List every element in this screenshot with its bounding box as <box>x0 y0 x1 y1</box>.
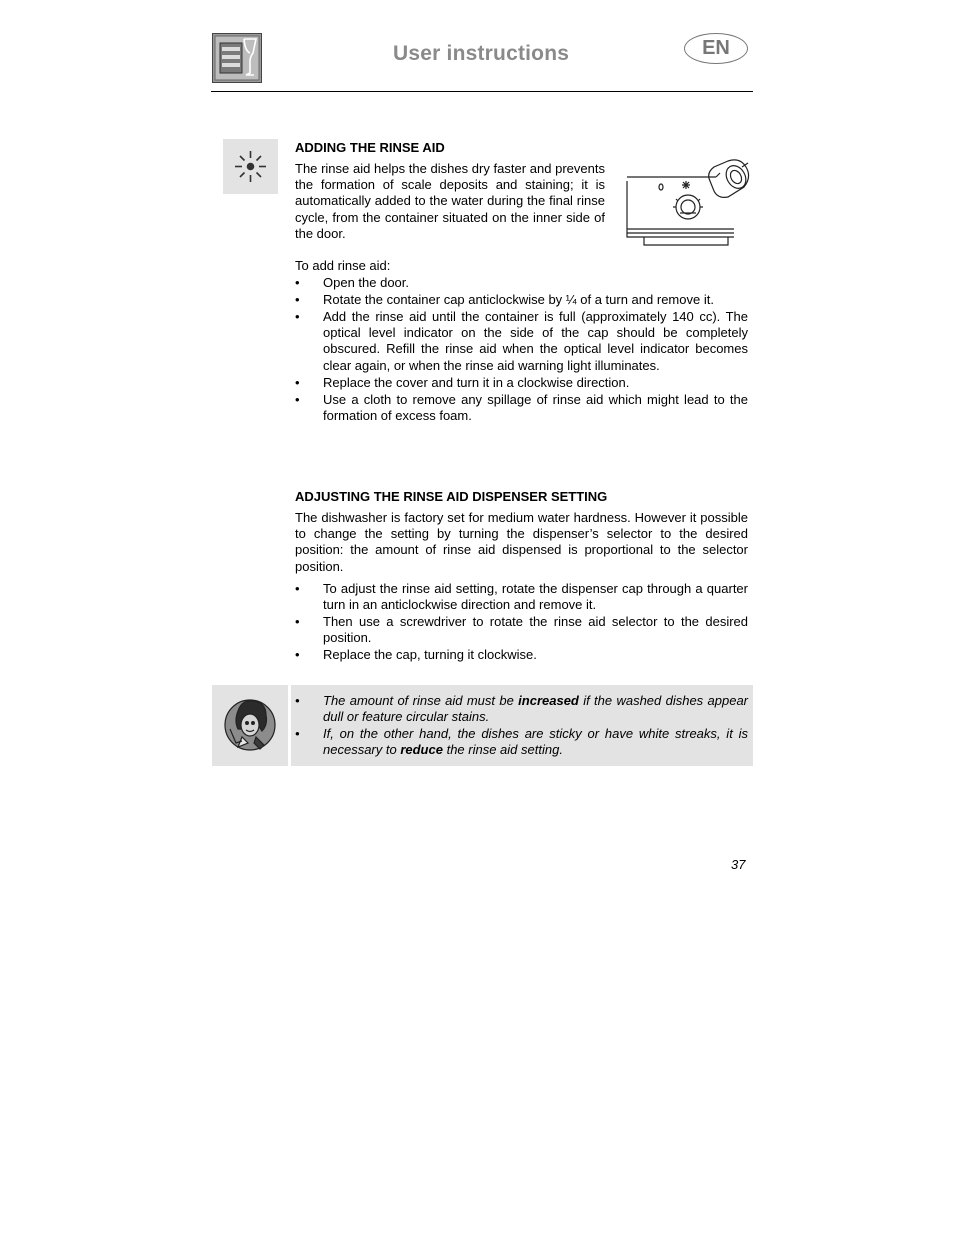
list-item: • Rotate the container cap anticlockwise by ¼ of a turn and remove it. <box>295 292 748 308</box>
page-number: 37 <box>731 857 746 872</box>
list-item: • Open the door. <box>295 275 748 291</box>
section-intro-paragraph: The dishwasher is factory set for medium water hardness. However it possible to change the setting by turning the dispenser’s selector to the desired position: the amount of rinse aid dispensed is proportional to the selector position. <box>295 510 748 574</box>
dishwasher-logo-icon <box>212 33 262 83</box>
header-divider <box>211 91 753 92</box>
tip-emphasis: reduce <box>400 742 443 758</box>
tip-emphasis: increased <box>518 693 579 708</box>
dispenser-setting-steps <box>295 581 748 664</box>
section-intro-paragraph: The rinse aid helps the dishes dry faster and prevents the formation of scale deposits and staining; it is automatically added to the water during the final rinse cycle, from the container situated on the inner side of the door. <box>295 161 605 241</box>
list-item: • Replace the cap, turning it clockwise. <box>295 647 748 663</box>
section-heading-adding-rinse-aid: ADDING THE RINSE AID <box>295 140 445 155</box>
steps-lead-text: To add rinse aid: <box>295 258 391 273</box>
rinse-aid-sparkle-icon <box>223 139 278 194</box>
tip-item-reduce: • If, on the other hand, the dishes are sticky or have white streaks, it is necessary to reduce the rinse aid setting. <box>295 726 748 758</box>
advisor-character-icon <box>212 685 288 766</box>
list-item: • Use a cloth to remove any spillage of rinse aid which might lead to the formation of excess foam. <box>295 392 748 424</box>
tip-list <box>295 693 748 759</box>
list-item: • Then use a screwdriver to rotate the rinse aid selector to the desired position. <box>295 614 748 646</box>
language-badge: EN <box>684 33 748 64</box>
list-item: • To adjust the rinse aid setting, rotate the dispenser cap through a quarter turn in an anticlockwise direction and remove it. <box>295 581 748 613</box>
add-rinse-aid-steps <box>295 275 748 425</box>
list-item: • Replace the cover and turn it in a clockwise direction. <box>295 375 748 391</box>
tip-item-increase: • The amount of rinse aid must be increased if the washed dishes appear dull or feature circular stains. <box>295 693 748 725</box>
page-title: User instructions <box>393 42 570 65</box>
section-heading-dispenser-setting: ADJUSTING THE RINSE AID DISPENSER SETTING <box>295 489 608 504</box>
list-item: • Add the rinse aid until the container is full (approximately 140 cc). The optical level indicator on the side of the cap should be completely obscured. Refill the rinse aid when the optical level indicator becomes clear again, or when the rinse aid warning light illuminates. <box>295 309 748 374</box>
rinse-aid-dispenser-illustration <box>624 159 754 249</box>
